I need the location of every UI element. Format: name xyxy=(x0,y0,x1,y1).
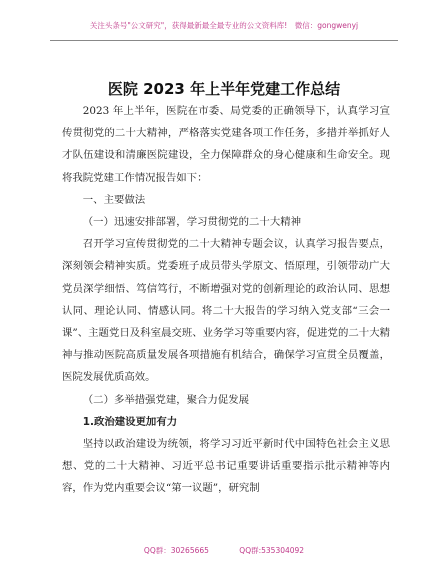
header-divider xyxy=(50,40,398,41)
section-heading-1: 一、主要做法 xyxy=(82,193,146,206)
subsection-heading-1: （一）迅速安排部署，学习贯彻党的二十大精神 xyxy=(82,216,301,229)
paragraph-2: 坚持以政治建设为统领，将学习习近平新时代中国特色社会主义思想、党的二十大精神、习近平总书记重要讲话重要指示批示精神等内容，作为党内重要会议“第一议题”，研究制 xyxy=(62,438,390,495)
footer-qq-1: QQ群：30265665 xyxy=(143,546,209,555)
intro-paragraph: 2023 年上半年，医院在市委、局党委的正确领导下，认真学习宣传贯彻党的二十大精神，严格落实党建各项工作任务，多措并举抓好人才队伍建设和清廉医院建设，全力保障群众的身心健康和生命安全。现将我院党建工作情况报告如下： xyxy=(62,105,390,184)
subsection-heading-2: （二）多举措强党建，聚合力促发展 xyxy=(82,393,250,406)
page-title: 医院 2023 年上半年党建工作总结 xyxy=(107,80,341,98)
paragraph-1: 召开学习宣传贯彻党的二十大精神专题会议，认真学习报告要点，深刻领会精神实质。党委班子成员带头学原文、悟原理，引领带动广大党员深学细悟、笃信笃行，不断增强对党的创新理论的政治认同、思想认同、理论认同、情感认同。将二十大报告的学习纳入党支部“三会一课”、主题党日及科室晨交班、业务学习等重要内容，促进党的二十大精神与推动医院高质量发展各项措施有机结合，确保学习宣贯全员覆盖，医院发展优质高效。 xyxy=(62,238,390,384)
footer-qq-2: QQ群:535304092 xyxy=(239,546,305,555)
footer-note xyxy=(0,545,448,556)
item-heading-1: 1.政治建设更加有力 xyxy=(82,415,178,428)
header-note: 关注头条号"公文研究"，获得最新最全最专业的公文资料库! 微信：gongwenyj xyxy=(89,21,359,30)
document-body xyxy=(62,100,390,500)
